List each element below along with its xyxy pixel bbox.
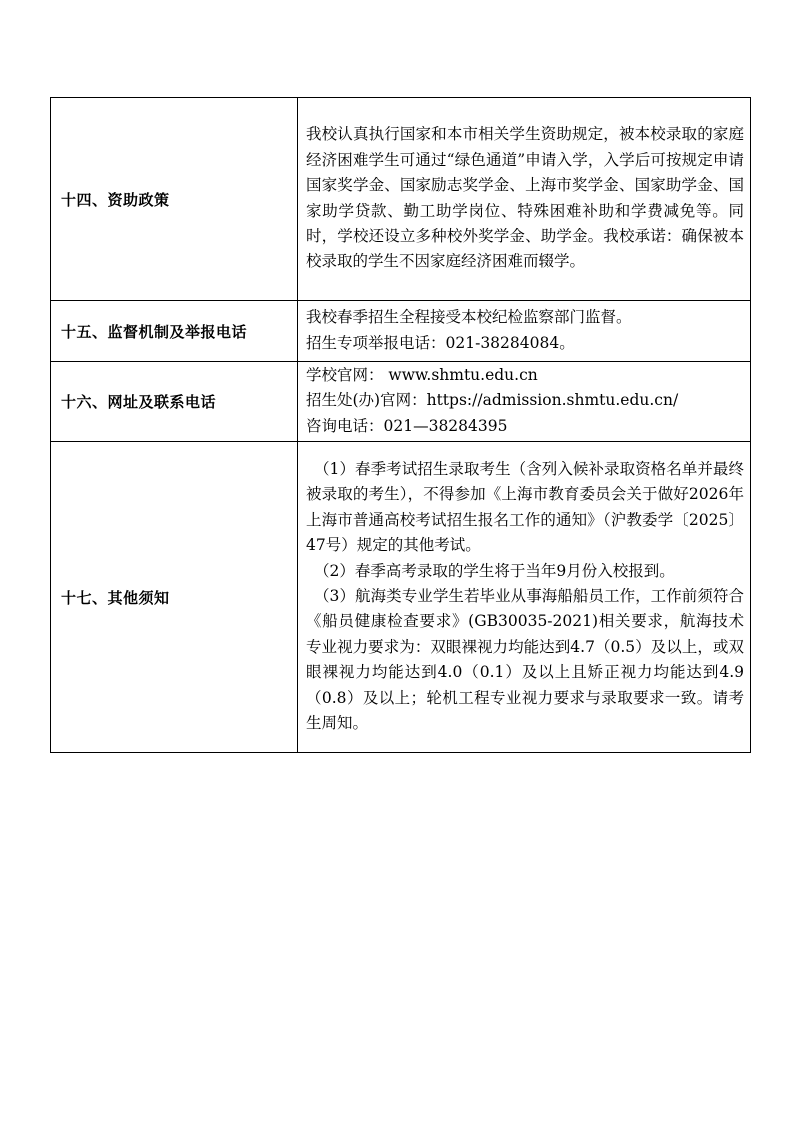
table-row-contact: [51, 362, 751, 442]
row-content-contact: [298, 362, 751, 442]
admission-website-text: 招生处(办)官网：https://admission.shmtu.edu.cn/: [306, 391, 679, 410]
consult-phone-text: 咨询电话：021—38284395: [306, 416, 508, 435]
row-label-financial-aid: 十四、资助政策: [51, 98, 298, 301]
table-row-other-notes: [51, 442, 751, 753]
row-label-contact: 十六、网址及联系电话: [51, 362, 298, 442]
financial-aid-paragraph: 我校认真执行国家和本市相关学生资助规定，被本校录取的家庭经济困难学生可通过“绿色通道”申请入学，入学后可按规定申请国家奖学金、国家励志奖学金、上海市奖学金、国家助学金、国家助学贷款、勤工助学岗位、特殊困难补助和学费减免等。同时，学校还设立多种校外奖学金、助学金。我校承诺：确保被本校录取的学生不因家庭经济困难而辍学。: [306, 125, 744, 271]
note-item-2: （2）春季高考录取的学生将于当年9月份入校报到。: [314, 561, 675, 580]
row-label-other-notes: 十七、其他须知: [51, 442, 298, 753]
row-content-other-notes: [298, 442, 751, 753]
row-content-supervision: [298, 301, 751, 362]
row-content-financial-aid: [298, 98, 751, 301]
school-website-text: 学校官网： www.shmtu.edu.cn: [306, 366, 538, 384]
report-phone-text: 招生专项举报电话：021-38284084。: [306, 333, 575, 352]
supervision-text: 我校春季招生全程接受本校纪检监察部门监督。: [306, 308, 632, 327]
table-row-financial-aid: [51, 98, 751, 301]
table-row-supervision: [51, 301, 751, 362]
admission-policy-table: [50, 97, 751, 753]
note-item-3: （3）航海类专业学生若毕业从事海船船员工作，工作前须符合《船员健康检查要求》(GB30035-2021)相关要求，航海技术专业视力要求为：双眼裸视力均能达到4.7（0.5）及以上，或双眼裸视力均能达到4.0（0.1）及以上且矫正视力均能达到4.9（0.8）及以上；轮机工程专业视力要求与录取要求一致。请考生周知。: [306, 587, 744, 733]
note-item-1: （1）春季考试招生录取考生（含列入候补录取资格名单并最终被录取的考生），不得参加《上海市教育委员会关于做好2026年上海市普通高校考试招生报名工作的通知》（沪教委学〔2025〕47号）规定的其他考试。: [306, 459, 744, 555]
row-label-supervision: 十五、监督机制及举报电话: [51, 301, 298, 362]
